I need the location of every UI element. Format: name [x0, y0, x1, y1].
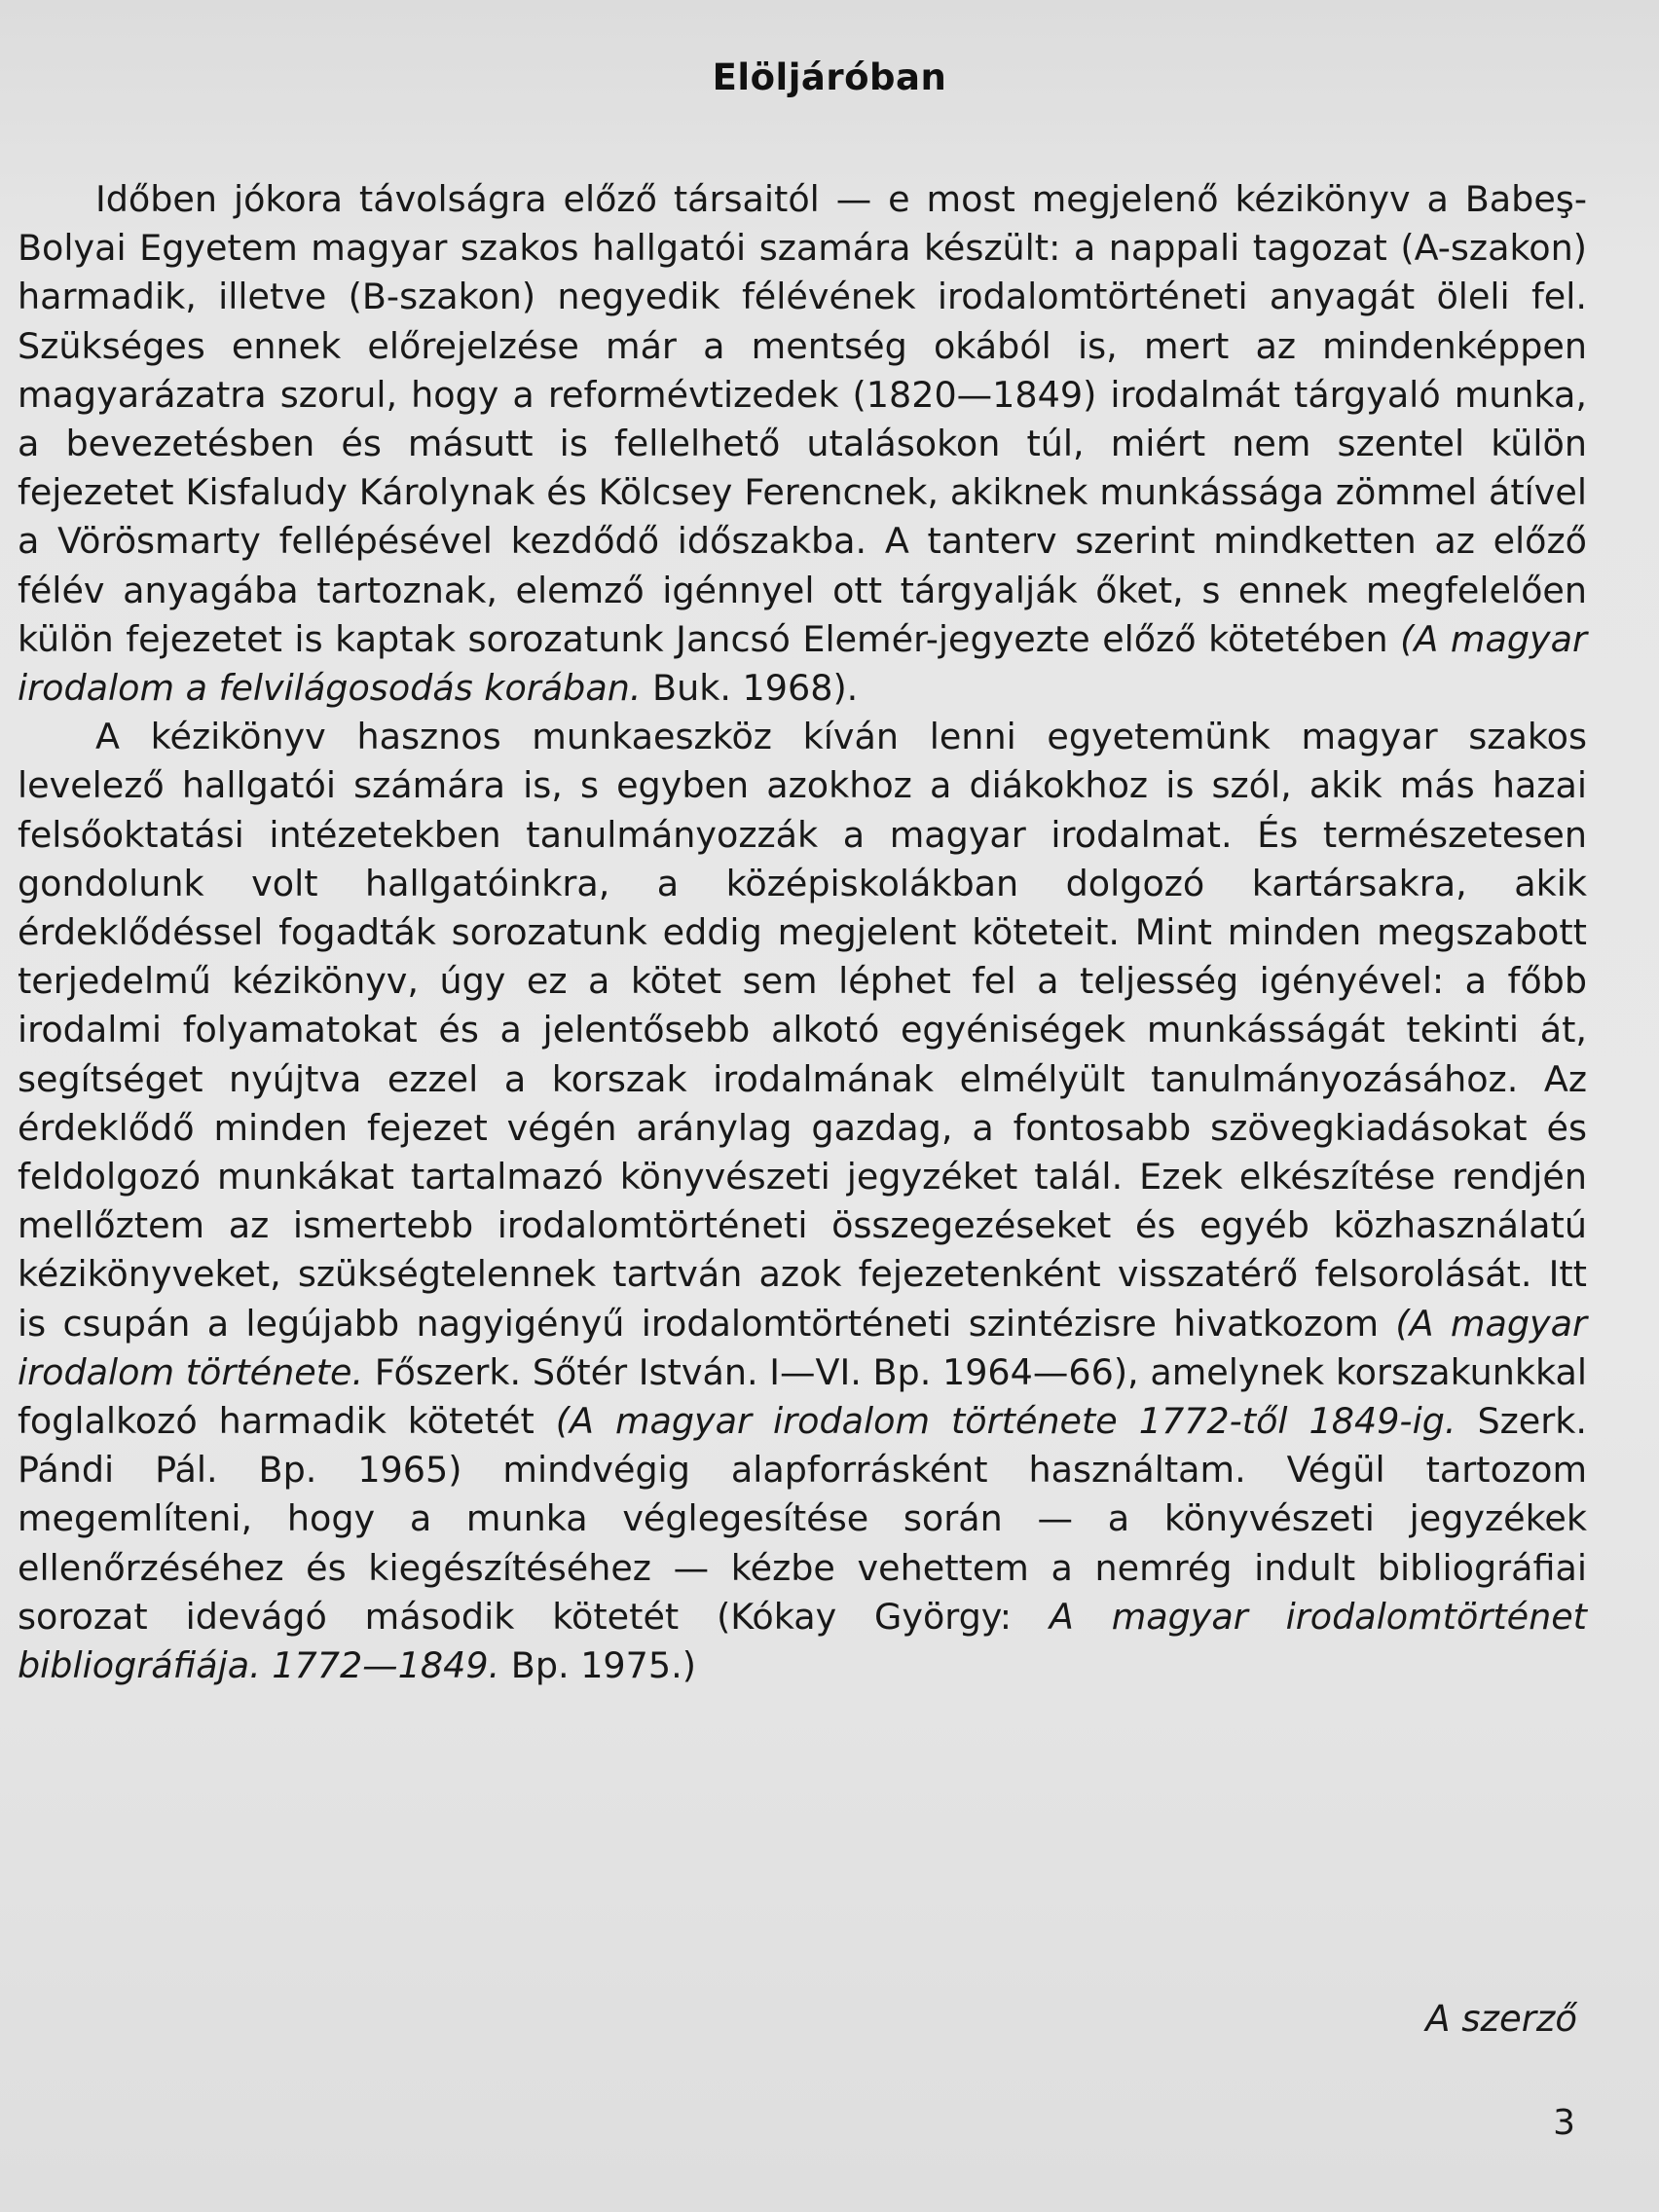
page-number: 3 — [1553, 2103, 1575, 2143]
text-run: A kézikönyv hasznos munkaeszköz kíván lenni egyetemünk magyar szakos levelező hallgatói számára is, s egyben azokhoz a diákokhoz is szól, akik más hazai felsőoktatási intézetekben tanulmányozzák a magyar irodalmat. És természetesen gondolunk volt hallgatóinkra, a középiskolákban dolgozó kartársakra, akik érdeklődéssel fogadták sorozatunk eddig megjelent köteteit. Mint minden megszabott terjedelmű kézikönyv, úgy ez a kötet sem léphet fel a teljesség igényével: a főbb irodalmi folyamatokat és a jelentősebb alkotó egyéniségek munkásságát tekinti át, segítséget nyújtva ezzel a korszak irodalmának elmélyült tanulmányozásához. Az érdeklődő minden fejezet végén aránylag gazdag, a fontosabb szövegkiadásokat és feldolgozó munkákat tartalmazó könyvészeti jegyzéket talál. Ezek elkészítése rendjén mellőztem az ismertebb irodalomtörténeti összegezéseket és egyéb közhasználatú kézikönyveket, szükségtelennek tartván azok fejezetenként visszatérő felsorolását. Itt is csupán a legújabb nagyigényű irodalomtörténeti szintézisre hivatkozom — [18, 716, 1587, 1345]
italic-citation: A magyar irodalomtörténet bibliográfiája. 1772—1849. — [18, 1595, 1587, 1687]
page-heading: Elöljáróban — [712, 56, 947, 98]
italic-citation: (A magyar irodalom története 1772-től 1849-ig. — [555, 1400, 1456, 1443]
paragraph-1 — [18, 175, 1587, 713]
text-run: Buk. 1968). — [641, 667, 859, 710]
text-run: Főszerk. Sőtér István. I—VI. Bp. 1964—66), amelynek korszakunkkal foglalkozó harmadik kötetét — [18, 1350, 1587, 1443]
text-run: Szerk. Pándi Pál. Bp. 1965) mindvégig alapforrásként használtam. Végül tartozom megemlíteni, hogy a munka véglegesítése során — a könyvészeti jegyzékek ellenőrzéséhez és kiegészítéséhez — kézbe vehettem a nemrég indult bibliográfiai sorozat idevágó második kötetét (Kókay György: — [18, 1400, 1588, 1638]
text-run: Bp. 1975.) — [499, 1644, 696, 1687]
body-text — [18, 175, 1587, 1690]
italic-citation: (A magyar irodalom a felvilágosodás korában. — [18, 617, 1587, 710]
paragraph-2 — [18, 713, 1587, 1690]
italic-citation: (A magyar irodalom története. — [18, 1302, 1587, 1393]
author-signature: A szerző — [1425, 1998, 1577, 2040]
text-run: Időben jókora távolságra előző társaitól — e most megjelenő kézikönyv a Babeş-Bolyai Egyetem magyar szakos hallgatói szamára készült: a nappali tagozat (A-szakon) harmadik, illetve (B-szakon) negyedik félévének irodalomtörténeti anyagát öleli fel. Szükséges ennek előrejelzése már a mentség okából is, mert az mindenképpen magyarázatra szorul, hogy a reformévtizedek (1820—1849) irodalmát tárgyaló munka, a bevezetésben és másutt is fellelhető utalásokon túl, miért nem szentel külön fejezetet Kisfaludy Károlynak és Kölcsey Ferencnek, akiknek munkássága zömmel átível a Vörösmarty fellépésével kezdődő időszakba. A tanterv szerint mindketten az előző félév anyagába tartoznak, elemző igénnyel ott tárgyalják őket, s ennek megfelelően külön fejezetet is kaptak sorozatunk Jancsó Elemér-jegyezte előző kötetében — [18, 178, 1587, 660]
